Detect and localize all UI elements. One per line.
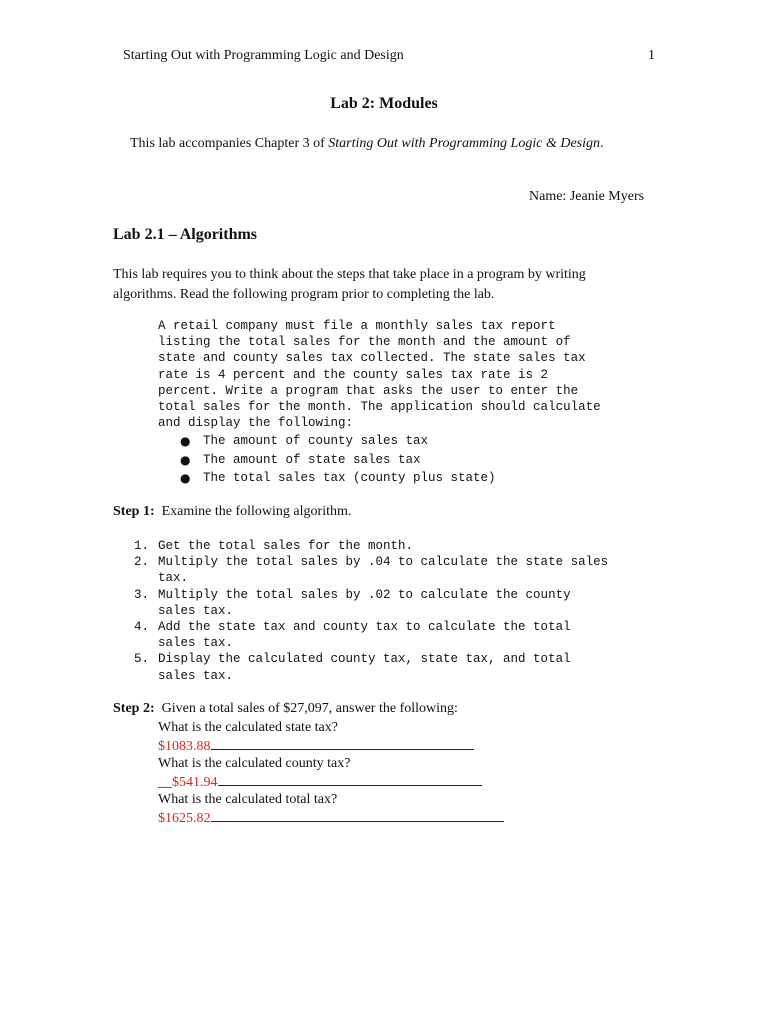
list-item: ● The amount of county sales tax	[158, 432, 496, 451]
step-2	[113, 701, 458, 717]
intro-prefix: This lab accompanies Chapter 3 of	[130, 136, 329, 151]
answer-line[interactable]	[158, 773, 482, 792]
problem-line: and display the following:	[158, 416, 354, 431]
bullet-icon: ●	[180, 452, 191, 467]
problem-line: state and county sales tax collected. The state sales tax	[158, 351, 586, 366]
problem-line: listing the total sales for the month and the amount of	[158, 335, 571, 350]
intro-line	[130, 136, 604, 152]
algorithm-step: 3. Multiply the total sales by .02 to calculate the county sales tax.	[134, 587, 571, 618]
bullet-icon: ●	[180, 471, 191, 486]
answer-value: $1083.88	[158, 739, 211, 754]
question-total-tax	[158, 791, 504, 828]
step-2-text: Given a total sales of $27,097, answer the following:	[154, 701, 458, 716]
section-heading: Lab 2.1 – Algorithms	[113, 226, 258, 243]
answer-value: $541.94	[172, 775, 218, 790]
intro-suffix: .	[600, 136, 604, 151]
step-2-label: Step 2:	[113, 701, 155, 716]
answer-line[interactable]	[158, 737, 474, 756]
question-county-tax	[158, 755, 482, 792]
page-number: 1	[648, 48, 655, 63]
answer-underline	[218, 773, 482, 786]
algorithm-step: 2. Multiply the total sales by .04 to calculate the state sales tax.	[134, 555, 609, 586]
question-text: What is the calculated total tax?	[158, 792, 338, 807]
algorithm-step: 1. Get the total sales for the month.	[134, 539, 414, 553]
answer-line[interactable]	[158, 809, 504, 828]
problem-line: rate is 4 percent and the county sales tax rate is 2	[158, 367, 549, 382]
question-state-tax	[158, 719, 474, 756]
step-1-label: Step 1:	[113, 504, 155, 519]
algorithm-step: 5. Display the calculated county tax, state tax, and total sales tax.	[134, 652, 571, 683]
page-title: Lab 2: Modules	[330, 95, 438, 112]
list-item: ● The total sales tax (county plus state)	[158, 469, 496, 488]
algorithm-step: 4. Add the state tax and county tax to calculate the total sales tax.	[134, 620, 571, 651]
answer-value: $1625.82	[158, 811, 211, 826]
question-text: What is the calculated county tax?	[158, 756, 351, 771]
problem-line: percent. Write a program that asks the user to enter the	[158, 383, 579, 398]
step-1-text: Examine the following algorithm.	[154, 504, 352, 519]
problem-line: A retail company must file a monthly sales tax report	[158, 319, 556, 333]
answer-underline	[211, 737, 474, 750]
running-header-title: Starting Out with Programming Logic and Design	[123, 48, 404, 63]
section-paragraph: This lab requires you to think about the steps that take place in a program by writing algorithms. Read the following program prior to completing the lab.	[113, 267, 586, 302]
intro-book-title: Starting Out with Programming Logic & Design	[328, 136, 600, 151]
requirements-list	[158, 432, 496, 488]
list-item: ● The amount of state sales tax	[158, 451, 496, 470]
problem-line: total sales for the month. The application should calculate	[158, 400, 601, 415]
bullet-icon: ●	[180, 434, 191, 448]
answer-underline	[211, 809, 504, 822]
student-name: Name: Jeanie Myers	[529, 189, 645, 204]
algorithm-list	[130, 538, 658, 684]
question-text: What is the calculated state tax?	[158, 720, 338, 735]
problem-statement	[158, 318, 668, 431]
answer-prefix: __	[158, 775, 172, 790]
step-1	[113, 504, 351, 520]
